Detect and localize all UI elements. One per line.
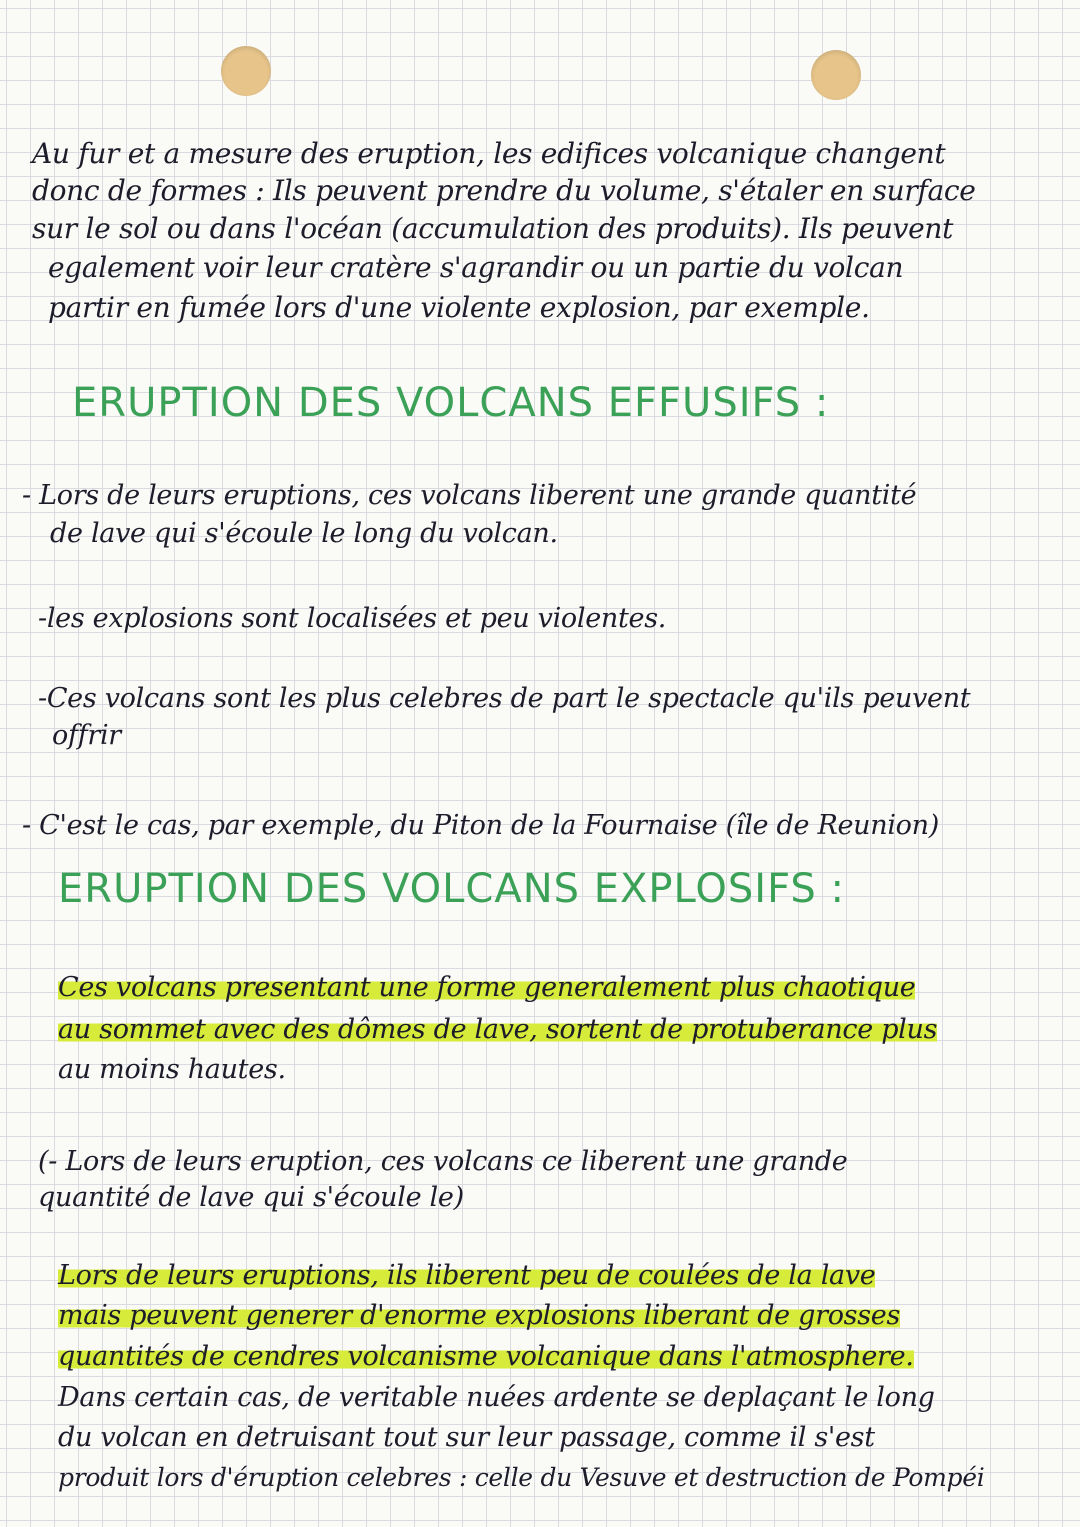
explosive-p3-line-5: du volcan en detruisant tout sur leur passage, comme il s'est — [58, 1422, 875, 1453]
explosive-p1-line-3: au moins hautes. — [58, 1054, 286, 1085]
intro-line-1: Au fur et a mesure des eruption, les edifices volcanique changent — [32, 137, 946, 170]
explosive-p3-line-1: Lors de leurs eruptions, ils liberent peu de coulées de la lave — [58, 1260, 876, 1291]
effusive-p1-line-2: de lave qui s'écoule le long du volcan. — [50, 518, 558, 549]
explosive-p2-line-2: quantité de lave qui s'écoule le) — [38, 1182, 464, 1213]
intro-line-3: sur le sol ou dans l'océan (accumulation des produits). Ils peuvent — [32, 212, 954, 245]
explosive-p3-line-2: mais peuvent generer d'enorme explosions liberant de grosses — [58, 1300, 901, 1331]
intro-line-4: egalement voir leur cratère s'agrandir ou un partie du volcan — [48, 251, 904, 284]
explosive-p2-line-1: (- Lors de leurs eruption, ces volcans ce liberent une grande — [38, 1146, 848, 1177]
effusive-p1-line-1: - Lors de leurs eruptions, ces volcans liberent une grande quantité — [22, 480, 917, 511]
explosive-p3-line-3: quantités de cendres volcanisme volcanique dans l'atmosphere. — [58, 1341, 914, 1372]
explosive-p3-line-4: Dans certain cas, de veritable nuées ardente se deplaçant le long — [58, 1382, 935, 1413]
binder-hole-left — [221, 46, 271, 96]
explosive-p3-line-6: produit lors d'éruption celebres : celle du Vesuve et destruction de Pompéi — [58, 1463, 985, 1492]
effusive-p4: - C'est le cas, par exemple, du Piton de la Fournaise (île de Reunion) — [22, 810, 939, 841]
explosive-p1-line-2: au sommet avec des dômes de lave, sortent de protuberance plus — [58, 1014, 938, 1045]
explosive-p1-line-1: Ces volcans presentant une forme generalement plus chaotique — [58, 972, 916, 1003]
heading-effusive: ERUPTION DES VOLCANS EFFUSIFS : — [72, 380, 830, 426]
binder-hole-right — [811, 50, 861, 100]
effusive-p3-line-1: -Ces volcans sont les plus celebres de part le spectacle qu'ils peuvent — [38, 683, 971, 714]
intro-line-5: partir en fumée lors d'une violente explosion, par exemple. — [48, 291, 870, 324]
heading-explosive: ERUPTION DES VOLCANS EXPLOSIFS : — [58, 866, 845, 912]
intro-line-2: donc de formes : Ils peuvent prendre du volume, s'étaler en surface — [32, 174, 976, 207]
effusive-p3-line-2: offrir — [52, 720, 121, 751]
effusive-p2: -les explosions sont localisées et peu violentes. — [38, 603, 667, 634]
